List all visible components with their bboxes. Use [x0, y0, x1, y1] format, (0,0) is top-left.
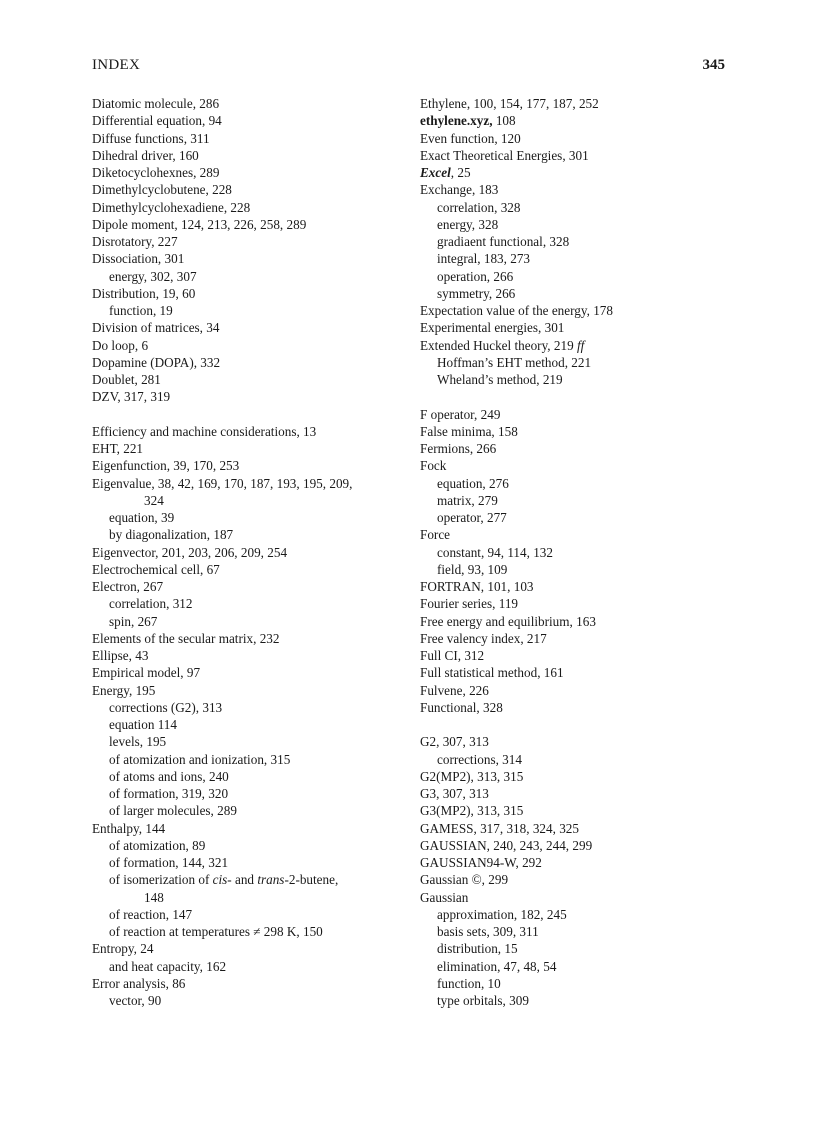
entry-text: Force	[420, 527, 451, 543]
entry-text: Error analysis, 86	[92, 975, 186, 991]
index-entry	[92, 975, 412, 992]
entry-text: approximation, 182, 245	[437, 906, 567, 922]
index-entry	[92, 423, 412, 440]
index-entry	[92, 285, 412, 302]
index-subentry	[92, 871, 412, 888]
entry-text: GAUSSIAN94-W, 292	[420, 855, 542, 870]
entry-text: equation, 39	[109, 510, 175, 525]
entry-text: Fulvene, 226	[420, 682, 489, 698]
index-entry	[420, 302, 740, 319]
entry-text: by diagonalization, 187	[109, 527, 234, 543]
index-entry	[420, 526, 740, 543]
entry-text: constant, 94, 114, 132	[437, 544, 553, 560]
index-subentry	[420, 509, 740, 526]
entry-text: Full statistical method, 161	[420, 665, 564, 681]
entry-text: and heat capacity, 162	[109, 958, 227, 974]
entry-text: Gaussian	[420, 889, 469, 905]
index-subentry	[92, 768, 412, 785]
index-subentry	[420, 285, 740, 302]
index-entry	[92, 578, 412, 595]
entry-text: of atomization and ionization, 315	[109, 751, 291, 767]
index-entry	[92, 164, 412, 181]
entry-text: Dissociation, 301	[92, 251, 185, 267]
index-subentry	[420, 975, 740, 992]
index-subentry	[92, 751, 412, 768]
page-number: 345	[702, 57, 725, 73]
page-header	[92, 57, 725, 77]
entry-text: G2(MP2), 313, 315	[420, 768, 524, 784]
running-head-title: INDEX	[92, 57, 141, 73]
index-entry	[420, 164, 740, 181]
index-subentry	[420, 199, 740, 216]
entry-text: FORTRAN, 101, 103	[420, 579, 534, 594]
index-entry	[92, 337, 412, 354]
entry-text: Eigenvector, 201, 203, 206, 209, 254	[92, 544, 288, 560]
entry-text: elimination, 47, 48, 54	[437, 958, 557, 974]
index-entry	[92, 820, 412, 837]
index-subentry	[92, 302, 412, 319]
entry-text: Expectation value of the energy, 178	[420, 303, 613, 318]
index-subentry	[420, 216, 740, 233]
entry-text: corrections, 314	[437, 751, 522, 767]
entry-text: correlation, 312	[109, 596, 193, 612]
entry-text: Dihedral driver, 160	[92, 147, 199, 163]
entry-text-italic: trans	[257, 872, 285, 888]
index-column-right	[420, 95, 740, 1009]
index-entry	[92, 940, 412, 957]
entry-text: Enthalpy, 144	[92, 820, 166, 836]
index-entry	[420, 595, 740, 612]
index-entry	[92, 682, 412, 699]
index-entry	[420, 837, 740, 854]
index-subentry	[420, 751, 740, 768]
entry-text: Efficiency and machine considerations, 13	[92, 423, 317, 439]
entry-text: energy, 302, 307	[109, 268, 197, 284]
entry-text: Doublet, 281	[92, 372, 161, 387]
index-entry	[92, 440, 412, 457]
index-spacer	[92, 406, 412, 423]
index-entry	[420, 733, 740, 750]
entry-text: Electron, 267	[92, 579, 164, 594]
index-entry	[92, 630, 412, 647]
entry-text: Division of matrices, 34	[92, 320, 220, 336]
index-entry	[420, 147, 740, 164]
index-entry	[420, 630, 740, 647]
index-subentry	[92, 992, 412, 1009]
entry-text: Dimethylcyclobutene, 228	[92, 182, 232, 198]
index-subentry	[420, 906, 740, 923]
index-entry	[420, 112, 740, 129]
entry-text: Elements of the secular matrix, 232	[92, 630, 280, 646]
index-spacer	[420, 388, 740, 405]
entry-text: G3, 307, 313	[420, 786, 489, 801]
index-entry	[92, 457, 412, 474]
entry-text: Fermions, 266	[420, 441, 497, 456]
index-subentry	[92, 716, 412, 733]
entry-text: Electrochemical cell, 67	[92, 561, 220, 577]
entry-text: Fock	[420, 458, 447, 474]
entry-text: equation 114	[109, 717, 177, 732]
entry-text: of formation, 319, 320	[109, 786, 229, 801]
entry-text: , 25	[450, 165, 471, 180]
entry-text: Entropy, 24	[92, 941, 154, 957]
index-entry	[420, 802, 740, 819]
entry-text: 324	[144, 492, 164, 508]
entry-text: Hoffman’s EHT method, 221	[437, 354, 592, 370]
entry-text: correlation, 328	[437, 199, 521, 215]
index-subentry	[92, 958, 412, 975]
index-continuation	[92, 492, 412, 509]
entry-text: Fourier series, 119	[420, 596, 519, 612]
entry-text: levels, 195	[109, 734, 167, 750]
index-entry	[420, 423, 740, 440]
index-entry	[92, 95, 412, 112]
entry-text: of atomization, 89	[109, 837, 206, 853]
entry-text: spin, 267	[109, 613, 158, 629]
index-entry	[420, 457, 740, 474]
index-entry	[420, 682, 740, 699]
entry-text: Ellipse, 43	[92, 648, 149, 663]
index-subentry	[420, 250, 740, 267]
index-subentry	[92, 613, 412, 630]
index-entry	[92, 544, 412, 561]
entry-text: of larger molecules, 289	[109, 803, 237, 819]
index-entry	[420, 871, 740, 888]
index-subentry	[420, 958, 740, 975]
index-subentry	[92, 854, 412, 871]
index-entry	[92, 319, 412, 336]
index-entry	[420, 820, 740, 837]
entry-text: function, 10	[437, 975, 501, 991]
index-subentry	[420, 354, 740, 371]
index-entry	[420, 785, 740, 802]
entry-text: field, 93, 109	[437, 561, 508, 577]
entry-text: equation, 276	[437, 475, 509, 491]
entry-text: 148	[144, 889, 164, 905]
entry-text: F operator, 249	[420, 406, 501, 422]
entry-text: False minima, 158	[420, 423, 518, 439]
index-subentry	[420, 923, 740, 940]
entry-text: Diatomic molecule, 286	[92, 96, 220, 111]
entry-text: Exchange, 183	[420, 182, 499, 198]
entry-text: basis sets, 309, 311	[437, 924, 539, 939]
index-entry	[420, 337, 740, 354]
index-entry	[420, 613, 740, 630]
entry-text: Full CI, 312	[420, 648, 485, 663]
index-entry	[92, 388, 412, 405]
entry-text: Diffuse functions, 311	[92, 130, 210, 146]
index-subentry	[92, 785, 412, 802]
index-entry	[92, 199, 412, 216]
entry-text: Disrotatory, 227	[92, 234, 178, 249]
entry-text: Free valency index, 217	[420, 630, 547, 646]
index-entry	[420, 440, 740, 457]
entry-text: Gaussian ©, 299	[420, 872, 509, 888]
entry-text: energy, 328	[437, 216, 499, 232]
index-column-left	[92, 95, 412, 1009]
index-subentry	[92, 526, 412, 543]
index-entry	[92, 371, 412, 388]
entry-text: Dipole moment, 124, 213, 226, 258, 289	[92, 216, 307, 232]
index-subentry	[92, 906, 412, 923]
entry-text: type orbitals, 309	[437, 993, 529, 1008]
entry-text: 108	[492, 113, 516, 129]
index-subentry	[420, 475, 740, 492]
index-subentry	[420, 233, 740, 250]
entry-text: Even function, 120	[420, 130, 521, 146]
index-entry	[92, 664, 412, 681]
index-entry	[420, 768, 740, 785]
entry-text: integral, 183, 273	[437, 251, 531, 267]
index-subentry	[92, 699, 412, 716]
index-entry	[92, 233, 412, 250]
index-entry	[420, 578, 740, 595]
entry-text: Dopamine (DOPA), 332	[92, 354, 221, 370]
index-entry	[92, 250, 412, 267]
entry-text: -2-butene,	[284, 872, 339, 888]
index-entry	[92, 216, 412, 233]
entry-term-bold: ethylene.xyz,	[420, 113, 493, 129]
index-spacer	[420, 716, 740, 733]
entry-text: matrix, 279	[437, 492, 498, 508]
entry-text: operator, 277	[437, 510, 507, 525]
entry-text: Extended Huckel theory, 219	[420, 337, 577, 353]
entry-text: GAMESS, 317, 318, 324, 325	[420, 820, 579, 836]
entry-text: Exact Theoretical Energies, 301	[420, 147, 589, 163]
entry-text: Distribution, 19, 60	[92, 285, 196, 301]
entry-text: Eigenvalue, 38, 42, 169, 170, 187, 193, 195, 209,	[92, 475, 353, 491]
entry-text-italic: cis-	[212, 872, 232, 888]
entry-text: of reaction at temperatures ≠ 298 K, 150	[109, 924, 323, 939]
index-continuation	[92, 889, 412, 906]
entry-text: Functional, 328	[420, 699, 503, 715]
index-entry	[420, 319, 740, 336]
index-subentry	[92, 802, 412, 819]
index-subentry	[92, 268, 412, 285]
index-subentry	[92, 595, 412, 612]
index-subentry	[420, 940, 740, 957]
index-subentry	[420, 371, 740, 388]
index-subentry	[420, 561, 740, 578]
entry-text: Do loop, 6	[92, 337, 149, 353]
entry-text: of isomerization of	[109, 872, 213, 888]
index-entry	[92, 181, 412, 198]
index-entry	[92, 112, 412, 129]
entry-text: Empirical model, 97	[92, 665, 201, 681]
entry-text: EHT, 221	[92, 441, 144, 456]
index-subentry	[420, 544, 740, 561]
index-entry	[92, 130, 412, 147]
entry-text: Energy, 195	[92, 682, 156, 698]
index-subentry	[92, 733, 412, 750]
index-subentry	[420, 992, 740, 1009]
index-subentry	[420, 492, 740, 509]
entry-text: Dimethylcyclohexadiene, 228	[92, 199, 251, 215]
index-entry	[420, 699, 740, 716]
entry-text: Differential equation, 94	[92, 113, 222, 129]
entry-text: Ethylene, 100, 154, 177, 187, 252	[420, 96, 599, 111]
index-entry	[92, 354, 412, 371]
index-entry	[420, 181, 740, 198]
entry-text: G3(MP2), 313, 315	[420, 803, 524, 819]
entry-text: of formation, 144, 321	[109, 855, 229, 870]
entry-text: GAUSSIAN, 240, 243, 244, 299	[420, 837, 593, 853]
entry-text: vector, 90	[109, 993, 162, 1008]
entry-text: of atoms and ions, 240	[109, 768, 229, 784]
entry-text: operation, 266	[437, 268, 514, 284]
index-subentry	[92, 837, 412, 854]
entry-text: function, 19	[109, 303, 173, 318]
entry-text: corrections (G2), 313	[109, 699, 223, 715]
entry-text-italic: ff	[576, 337, 585, 353]
index-entry	[420, 130, 740, 147]
index-entry	[92, 647, 412, 664]
index-entry	[420, 664, 740, 681]
entry-text: symmetry, 266	[437, 285, 516, 301]
entry-text: Eigenfunction, 39, 170, 253	[92, 458, 240, 474]
entry-text: G2, 307, 313	[420, 734, 489, 750]
entry-text: Experimental energies, 301	[420, 320, 565, 336]
index-entry	[420, 889, 740, 906]
index-entry	[92, 147, 412, 164]
entry-text: Wheland’s method, 219	[437, 372, 563, 387]
index-entry	[420, 95, 740, 112]
entry-text: of reaction, 147	[109, 906, 193, 922]
entry-text: DZV, 317, 319	[92, 389, 171, 405]
entry-text: Free energy and equilibrium, 163	[420, 613, 596, 629]
index-subentry	[420, 268, 740, 285]
index-entry	[420, 406, 740, 423]
index-subentry	[92, 509, 412, 526]
index-entry	[420, 854, 740, 871]
index-subentry	[92, 923, 412, 940]
entry-text: and	[231, 872, 258, 888]
entry-text: distribution, 15	[437, 941, 518, 957]
entry-term-bold-italic: Excel	[420, 165, 451, 180]
entry-text: Diketocyclohexnes, 289	[92, 165, 220, 180]
index-entry	[92, 475, 412, 492]
index-entry	[420, 647, 740, 664]
index-entry	[92, 561, 412, 578]
entry-text: gradiaent functional, 328	[437, 234, 570, 249]
